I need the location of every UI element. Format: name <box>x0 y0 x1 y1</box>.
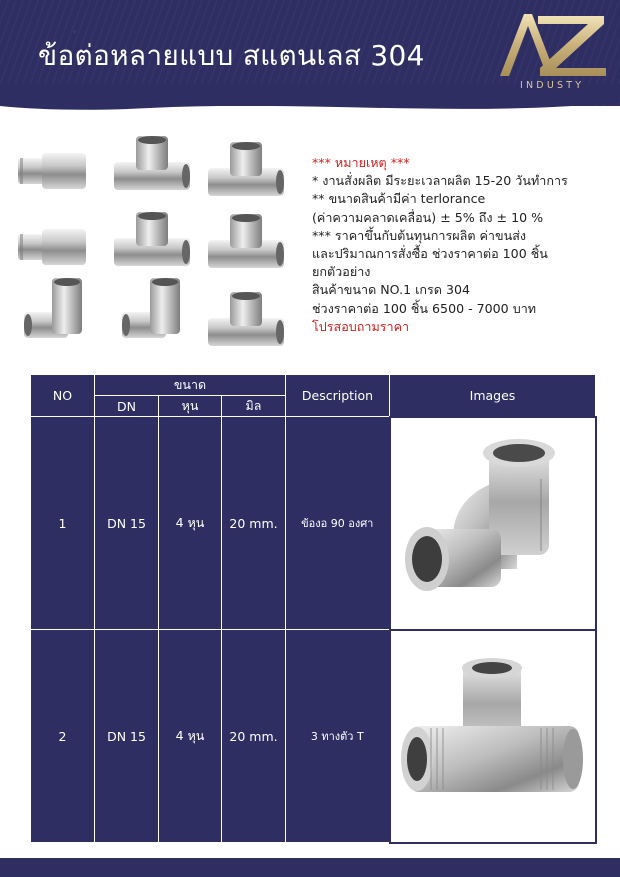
table-row <box>31 630 596 843</box>
header-hun: หุน <box>159 396 222 417</box>
fitting-tee-2 <box>208 142 284 196</box>
fitting-tee-3 <box>114 212 190 266</box>
cell-image <box>390 417 596 630</box>
notes-block <box>312 154 612 336</box>
fitting-tee-4 <box>208 214 284 268</box>
logo-subtext: INDUSTY <box>520 80 585 91</box>
fitting-nipple-2 <box>18 229 86 265</box>
note-line: ช่วงราคาต่อ 100 ชิ้น 6500 - 7000 บาท <box>312 300 537 316</box>
cell-no: 2 <box>31 630 95 843</box>
footer-bar <box>0 858 620 877</box>
header-dn: DN <box>95 396 159 417</box>
fitting-tee-1 <box>114 136 190 190</box>
header-no: NO <box>31 375 95 417</box>
fittings-gallery <box>12 126 308 362</box>
cell-description: 3 ทางตัว T <box>286 630 390 843</box>
elbow-90-fitting-image <box>391 419 593 628</box>
page-title: ข้อต่อหลายแบบ สแตนเลส 304 <box>38 39 425 72</box>
fitting-nipple-1 <box>18 153 86 189</box>
cell-hun: 4 หุน <box>159 630 222 843</box>
fitting-elbow-1 <box>24 278 82 338</box>
cell-image <box>390 630 596 843</box>
cell-dn: DN 15 <box>95 417 159 630</box>
header-mil: มิล <box>222 396 286 417</box>
note-line: สินค้าขนาด NO.1 เกรด 304 <box>312 282 471 298</box>
note-line: * งานสั่งผลิต มีระยะเวลาผลิต 15-20 วันทำการ <box>312 173 568 189</box>
fitting-tee-5 <box>208 292 284 346</box>
cell-dn: DN 15 <box>95 630 159 843</box>
note-line: *** ราคาขึ้นกับต้นทุนการผลิต ค่าขนส่ง <box>312 227 527 243</box>
table-row <box>31 417 596 630</box>
cell-mil: 20 mm. <box>222 417 286 630</box>
fitting-elbow-2 <box>122 278 180 338</box>
note-line: ยกตัวอย่าง <box>312 264 371 280</box>
cell-no: 1 <box>31 417 95 630</box>
cell-mil: 20 mm. <box>222 630 286 843</box>
note-line: ** ขนาดสินค้ามีค่า terlorance <box>312 191 486 207</box>
tee-fitting-image <box>391 632 593 841</box>
notes-heading: *** หมายเหตุ *** <box>312 155 410 170</box>
contact-text: โปรสอบถามราคา <box>312 318 410 334</box>
note-line: (ค่าความคลาดเคลื่อน) ± 5% ถึง ± 10 % <box>312 209 544 225</box>
header-images: Images <box>390 375 596 417</box>
header-size: ขนาด <box>95 375 286 396</box>
cell-description: ข้องอ 90 องศา <box>286 417 390 630</box>
table-header-row <box>31 375 596 396</box>
note-line: และปริมาณการสั่งซื้อ ช่วงราคาต่อ 100 ชิ้น <box>312 246 548 262</box>
cell-hun: 4 หุน <box>159 417 222 630</box>
spec-table <box>30 374 597 844</box>
header-description: Description <box>286 375 390 417</box>
